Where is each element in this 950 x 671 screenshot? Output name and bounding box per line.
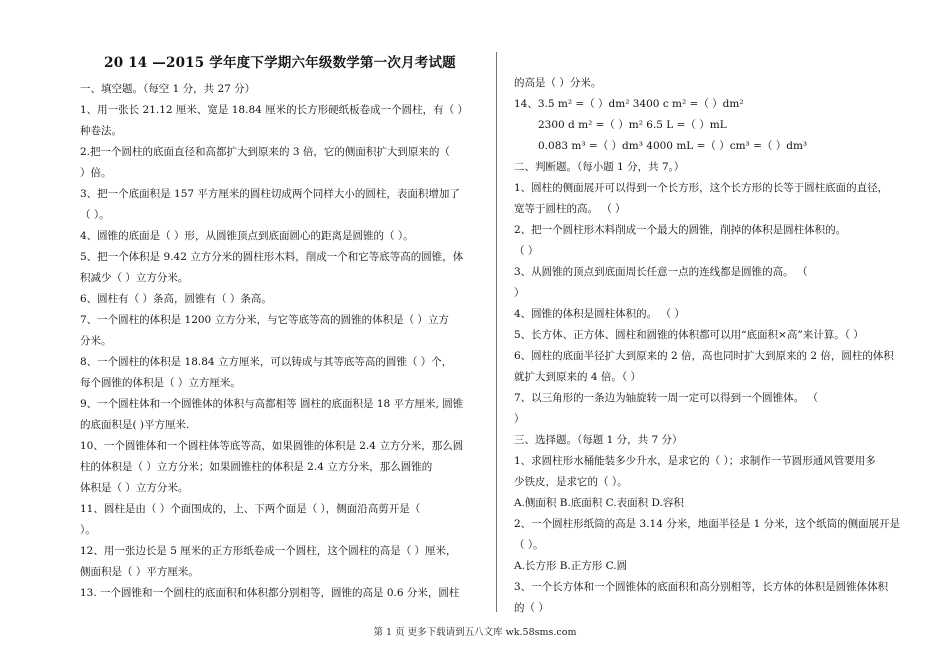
text-line: 1、用一张长 21.12 厘米、宽是 18.84 厘米的长方形硬纸板卷成一个圆柱，有（ ） <box>80 104 468 116</box>
section-heading: 三、选择题。（每题 1 分，共 7 分） <box>514 434 683 446</box>
section-heading: 二、判断题。（每小题 1 分，共 7。） <box>514 161 685 173</box>
text-line: 一、填空题。（每空 1 分，共 27 分） <box>80 83 256 95</box>
text-line: 的高是（ ）分米。 <box>514 77 602 89</box>
text-line: （ ）。 <box>80 209 110 221</box>
text-line: （ ） <box>514 245 539 257</box>
text-line: 5、把一个体积是 9.42 立方分米的圆柱形木料，削成一个和它等底等高的圆锥，体 <box>80 251 464 263</box>
text-line: 3、从圆锥的顶点到底面周长任意一点的连线都是圆锥的高。 （ <box>514 266 808 278</box>
left-column <box>80 52 480 604</box>
text-line: 的底面积是( )平方厘米. <box>80 419 190 431</box>
text-line: 分米。 <box>80 335 112 347</box>
text-line: 4、圆锥的体积是圆柱体积的。 （ ） <box>514 308 685 320</box>
text-line: 11、圆柱是由（ ）个面围成的，上、下两个面是（ ），侧面沿高剪开是（ <box>80 503 421 515</box>
text-line: ） <box>514 287 525 299</box>
column-divider <box>496 52 497 612</box>
text-line: 14、3.5 m² =（ ）dm² 3400 c m² =（ ）dm² <box>514 98 744 110</box>
right-column <box>514 73 918 619</box>
text-line: 2300 d m² =（ ）m² 6.5 L =（ ）mL <box>538 119 727 131</box>
text-line: ） <box>514 413 525 425</box>
text-line: 1、圆柱的侧面展开可以得到一个长方形，这个长方形的长等于圆柱底面的直径， <box>514 182 889 194</box>
text-line: ）倍。 <box>80 167 112 179</box>
text-line: 7、一个圆柱的体积是 1200 立方分米，与它等底等高的圆锥的体积是（ ）立方 <box>80 314 449 326</box>
text-line: 就扩大到原来的 4 倍。（ ） <box>514 371 641 383</box>
text-line: 1、求圆柱形水桶能装多少升水，是求它的（ ）；求制作一节圆形通风管要用多 <box>514 455 876 467</box>
text-line: 侧面积是（ ）平方厘米。 <box>80 566 199 578</box>
text-line: 0.083 m³ =（ ）dm³ 4000 mL =（ ）cm³ =（ ）dm³ <box>538 140 808 152</box>
text-line: 3、把一个底面积是 157 平方厘米的圆柱切成两个同样大小的圆柱，表面积增加了 <box>80 188 460 200</box>
text-line: 2.把一个圆柱的底面直径和高都扩大到原来的 3 倍，它的侧面积扩大到原来的（ <box>80 146 450 158</box>
text-line: ）。 <box>80 524 96 536</box>
text-line: 3、一个长方体和一个圆锥体的底面积和高分别相等，长方体的体积是圆锥体体积 <box>514 581 889 593</box>
text-line: 的（ ） <box>514 602 549 614</box>
text-line: 13. 一个圆锥和一个圆柱的底面积和体积都分别相等，圆锥的高是 0.6 分米，圆柱 <box>80 587 460 599</box>
answer-options: A.侧面积 B.底面积 C.表面积 D.容积 <box>514 497 684 509</box>
text-line: 6、圆柱有（ ）条高，圆锥有（ ）条高。 <box>80 293 272 305</box>
text-line: 12、用一张边长是 5 厘米的正方形纸卷成一个圆柱，这个圆柱的高是（ ）厘米， <box>80 545 457 557</box>
text-line: 10、一个圆锥体和一个圆柱体等底等高，如果圆锥的体积是 2.4 立方分米，那么圆 <box>80 440 464 452</box>
text-line: 8、一个圆柱的体积是 18.84 立方厘米，可以铸成与其等底等高的圆锥（ ）个， <box>80 356 453 368</box>
text-line: 每个圆锥的体积是（ ）立方厘米。 <box>80 377 241 389</box>
page-title: 20 14 —2015 学年度下学期六年级数学第一次月考试题 <box>104 55 456 71</box>
answer-options: A.长方形 B.正方形 C.圆 <box>514 560 628 572</box>
text-line: 4、圆锥的底面是（ ）形，从圆锥顶点到底面圆心的距离是圆锥的（ ）。 <box>80 230 414 242</box>
text-line: 柱的体积是（ ）立方分米；如果圆锥柱的体积是 2.4 立方分米，那么圆锥的 <box>80 461 433 473</box>
text-line: 积减少（ ）立方分米。 <box>80 272 189 284</box>
text-line: （ ）。 <box>514 539 544 551</box>
text-line: 少铁皮，是求它的（ ）。 <box>514 476 628 488</box>
text-line: 2、把一个圆柱形木料削成一个最大的圆锥，削掉的体积是圆柱体积的。 <box>514 224 847 236</box>
page-footer: 第 1 页 更多下载请到五八文库 wk.58sms.com <box>373 627 577 638</box>
text-line: 种卷法。 <box>80 125 122 137</box>
text-line: 5、长方体、正方体、圆柱和圆锥的体积都可以用“底面积×高”来计算。（ ） <box>514 329 864 341</box>
text-line: 7、以三角形的一条边为轴旋转一周一定可以得到一个圆锥体。 （ <box>514 392 819 404</box>
text-line: 2、一个圆柱形纸筒的高是 3.14 分米，地面半径是 1 分米，这个纸筒的侧面展开是 <box>514 518 901 530</box>
text-line: 9、一个圆柱体和一个圆锥体的体积与高都相等 圆柱的底面积是 18 平方厘米, 圆锥 <box>80 398 464 410</box>
text-line: 体积是（ ）立方分米。 <box>80 482 189 494</box>
text-line: 6、圆柱的底面半径扩大到原来的 2 倍，高也同时扩大到原来的 2 倍，圆柱的体积 <box>514 350 894 362</box>
text-line: 宽等于圆柱的高。 （ ） <box>514 203 626 215</box>
